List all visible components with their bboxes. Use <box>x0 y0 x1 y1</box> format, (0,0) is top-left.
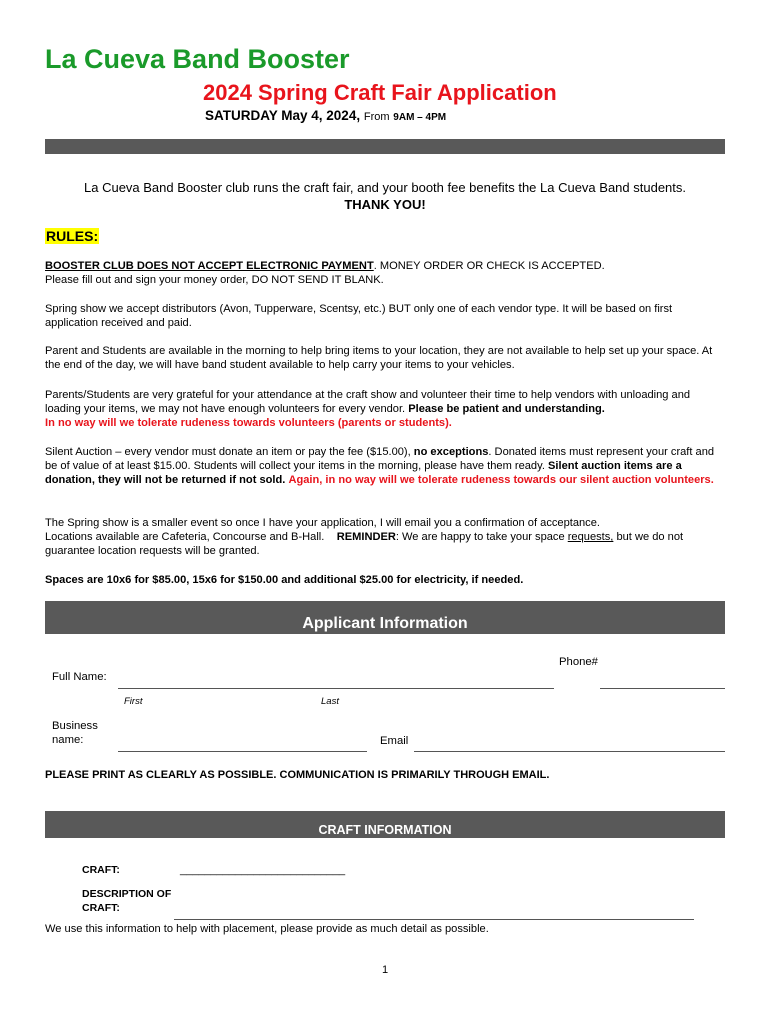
rule-auction-bold2: Silent auction items are a donation, they will not be returned if not sold. <box>45 460 682 487</box>
rule-payment <box>45 259 725 287</box>
phone-label: Phone# <box>559 656 598 668</box>
date-line <box>205 108 446 123</box>
rule-spring-show <box>45 516 725 559</box>
rule-volunteers-bold: Please be patient and understanding. <box>408 403 605 416</box>
intro-section <box>45 179 725 213</box>
rule-auction-bold1: no exceptions <box>413 446 489 458</box>
header-divider-bar <box>45 139 725 154</box>
rule-auction-b: . Donated items must represent your craft and be of value of at least $15.00. Students will collect your items in the morning, please have them ready. <box>45 446 715 473</box>
rule-spring-a: Locations available are Cafeteria, Concourse and B-Hall. <box>45 531 325 544</box>
email-field[interactable] <box>414 751 725 752</box>
full-name-field[interactable] <box>118 688 554 689</box>
business-name-field[interactable] <box>118 751 367 752</box>
rule-spring-c: but we do not guarantee location requests will be granted. <box>45 531 684 558</box>
last-name-hint: Last <box>321 696 339 707</box>
print-clearly-note: PLEASE PRINT AS CLEARLY AS POSSIBLE. COMMUNICATION IS PRIMARILY THROUGH EMAIL. <box>45 769 550 781</box>
thank-you-text: THANK YOU! <box>344 197 426 212</box>
craft-blank-field[interactable]: ___________________________ <box>180 864 346 876</box>
rule-payment-rest: . MONEY ORDER OR CHECK IS ACCEPTED. <box>373 260 605 272</box>
intro-text: La Cueva Band Booster club runs the craft fair, and your booth fee benefits the La Cueva Band students. <box>84 180 686 195</box>
rule-volunteers <box>45 388 725 431</box>
rule-silent-auction <box>45 445 725 488</box>
rule-helpers: Parent and Students are available in the morning to help bring items to your location, they are not available to help set up your space. At the end of the day, we will have band student available to help carry your items to your vehicles. <box>45 345 713 372</box>
rule-auction-a: Silent Auction – every vendor must donate an item or pay the fee ($15.00), <box>45 446 411 458</box>
event-date: SATURDAY May 4, 2024, <box>205 108 361 123</box>
rule-spring-line1: The Spring show is a smaller event so once I have your application, I will email you a confirmation of acceptance. <box>45 517 600 529</box>
rule-space-pricing: Spaces are 10x6 for $85.00, 15x6 for $150.00 and additional $25.00 for electricity, if needed. <box>45 574 524 586</box>
rule-payment-bold: BOOSTER CLUB DOES NOT ACCEPT ELECTRONIC PAYMENT <box>45 260 374 272</box>
rule-auction-red: Again, in no way will we tolerate rudeness towards our silent auction volunteers. <box>288 474 714 487</box>
org-title: La Cueva Band Booster <box>45 44 350 74</box>
phone-field[interactable] <box>600 688 725 689</box>
business-name-label: Business name: <box>52 720 98 746</box>
rule-distributors: Spring show we accept distributors (Avon, Tupperware, Scentsy, etc.) BUT only one of each vendor type. It will be based on first application received and paid. <box>45 303 673 330</box>
rules-heading: RULES: <box>46 228 99 244</box>
rule-payment-line2: Please fill out and sign your money order, DO NOT SEND IT BLANK. <box>45 274 384 287</box>
from-label: From <box>363 111 390 123</box>
applicant-info-heading: Applicant Information <box>45 601 725 634</box>
full-name-label: Full Name: <box>52 671 107 683</box>
first-name-hint: First <box>124 696 143 707</box>
rule-spring-requests: requests, <box>567 531 614 544</box>
rule-spring-b: : We are happy to take your space <box>395 531 565 544</box>
rule-reminder-label: REMINDER <box>336 531 396 544</box>
craft-label: CRAFT: <box>82 864 120 876</box>
rule-volunteers-text: Parents/Students are very grateful for your attendance at the craft show and volunteer their time to help vendors with unloading and loading your items, we may not have enough volunteers for every vendor. <box>45 389 691 416</box>
fair-title: 2024 Spring Craft Fair Application <box>203 80 557 105</box>
placement-note: We use this information to help with placement, please provide as much detail as possible. <box>45 923 489 935</box>
craft-info-heading: CRAFT INFORMATION <box>45 811 725 838</box>
page-number: 1 <box>381 964 389 976</box>
description-field[interactable] <box>174 919 694 920</box>
event-hours: 9AM – 4PM <box>393 112 447 123</box>
rule-volunteers-red: In no way will we tolerate rudeness towards volunteers (parents or students). <box>45 417 452 430</box>
description-label: DESCRIPTION OF CRAFT: <box>82 888 172 914</box>
email-label: Email <box>380 735 409 747</box>
